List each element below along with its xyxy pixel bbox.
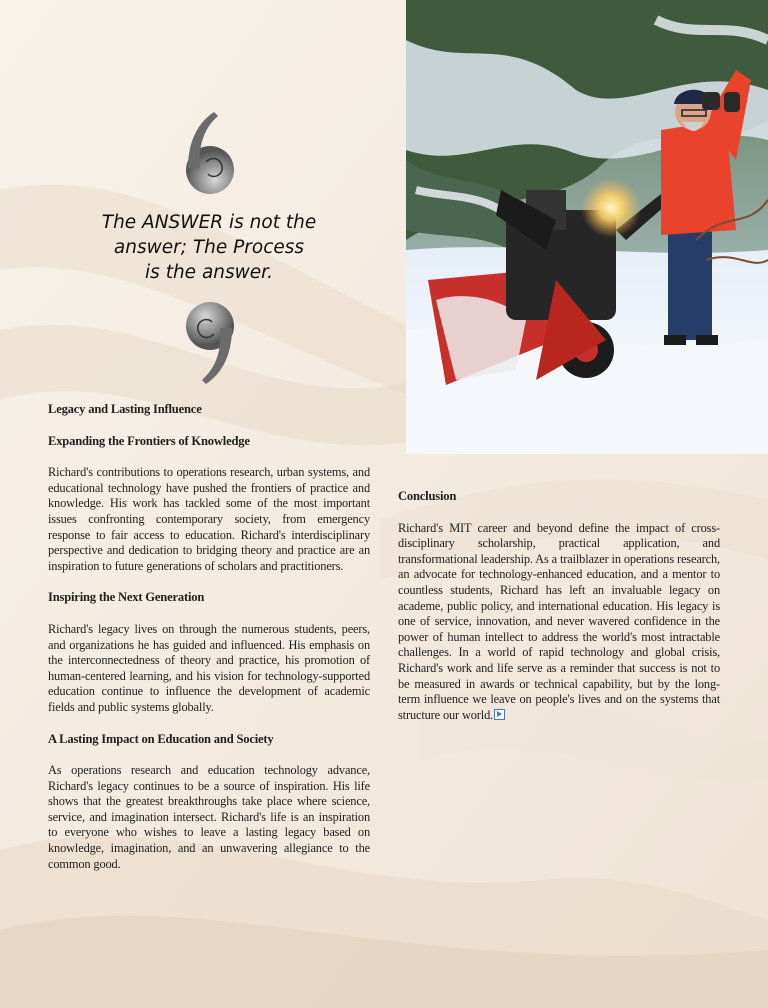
- quote-line-1: The ANSWER is not the: [101, 212, 317, 233]
- quote-line-2: answer; The Process: [113, 237, 305, 258]
- conclusion-body: [398, 521, 720, 724]
- quote-line-3: is the answer.: [145, 262, 273, 283]
- open-quote-icon: [180, 110, 236, 196]
- conclusion-text: Richard's MIT career and beyond define the impact of cross-disciplinary scholarship, practical application, and transformational leadership. As a trailblazer in operations research, an advocate for technology-enhanced education, and a mentor to countless students, Richard has left an invaluable legacy on academe, public policy, and international education. His legacy is one of service, innovation, and never wavered confidence in the power of human intellect to address the world's most intractable challenges. In a world of rapid technology and global crisis, Richard's work and life serve as a reminder that success is not to be measured in awards or technical capability, but by the long-term influence we leave on people's lives and on the systems that structure our world.: [398, 520, 720, 722]
- left-column: [48, 402, 370, 872]
- play-icon[interactable]: [494, 709, 505, 720]
- close-quote-icon: [184, 300, 240, 386]
- s1-body: Richard's contributions to operations research, urban systems, and educational technology have pushed the frontiers of practice and knowledge. His work has tackled some of the most important issues confronting contemporary society, from emergency response to fair access to education. Richard's interdisciplinary perspective and dedication to bridging theory and practice are an inspiration to future generations of scholars and practitioners.: [48, 465, 370, 573]
- conclusion-heading: Conclusion: [398, 489, 457, 503]
- s2-body: Richard's legacy lives on through the numerous students, peers, and organizations he has guided and influenced. His emphasis on the interconnectedness of theory and practice, his promotion of human-centered learning, and his vision for technology-supported education continue to influence the development of academic fields and public systems globally.: [48, 621, 370, 714]
- s3-body: As operations research and education technology advance, Richard's legacy continues to be a source of inspiration. His life shows that the greatest breakthroughs take place where science, service, and imagination intersect. Richard's life is an inspiration to everyone who wishes to leave a lasting legacy based on knowledge, imagination, and an unwavering allegiance to the common good.: [48, 763, 370, 871]
- s1-heading: Expanding the Frontiers of Knowledge: [48, 433, 250, 448]
- right-column: [398, 489, 720, 723]
- section-title: Legacy and Lasting Influence: [48, 402, 202, 416]
- s3-heading: A Lasting Impact on Education and Society: [48, 731, 274, 746]
- quote-text: [95, 210, 323, 285]
- s2-heading: Inspiring the Next Generation: [48, 590, 205, 605]
- snowblower-photo: [406, 0, 768, 454]
